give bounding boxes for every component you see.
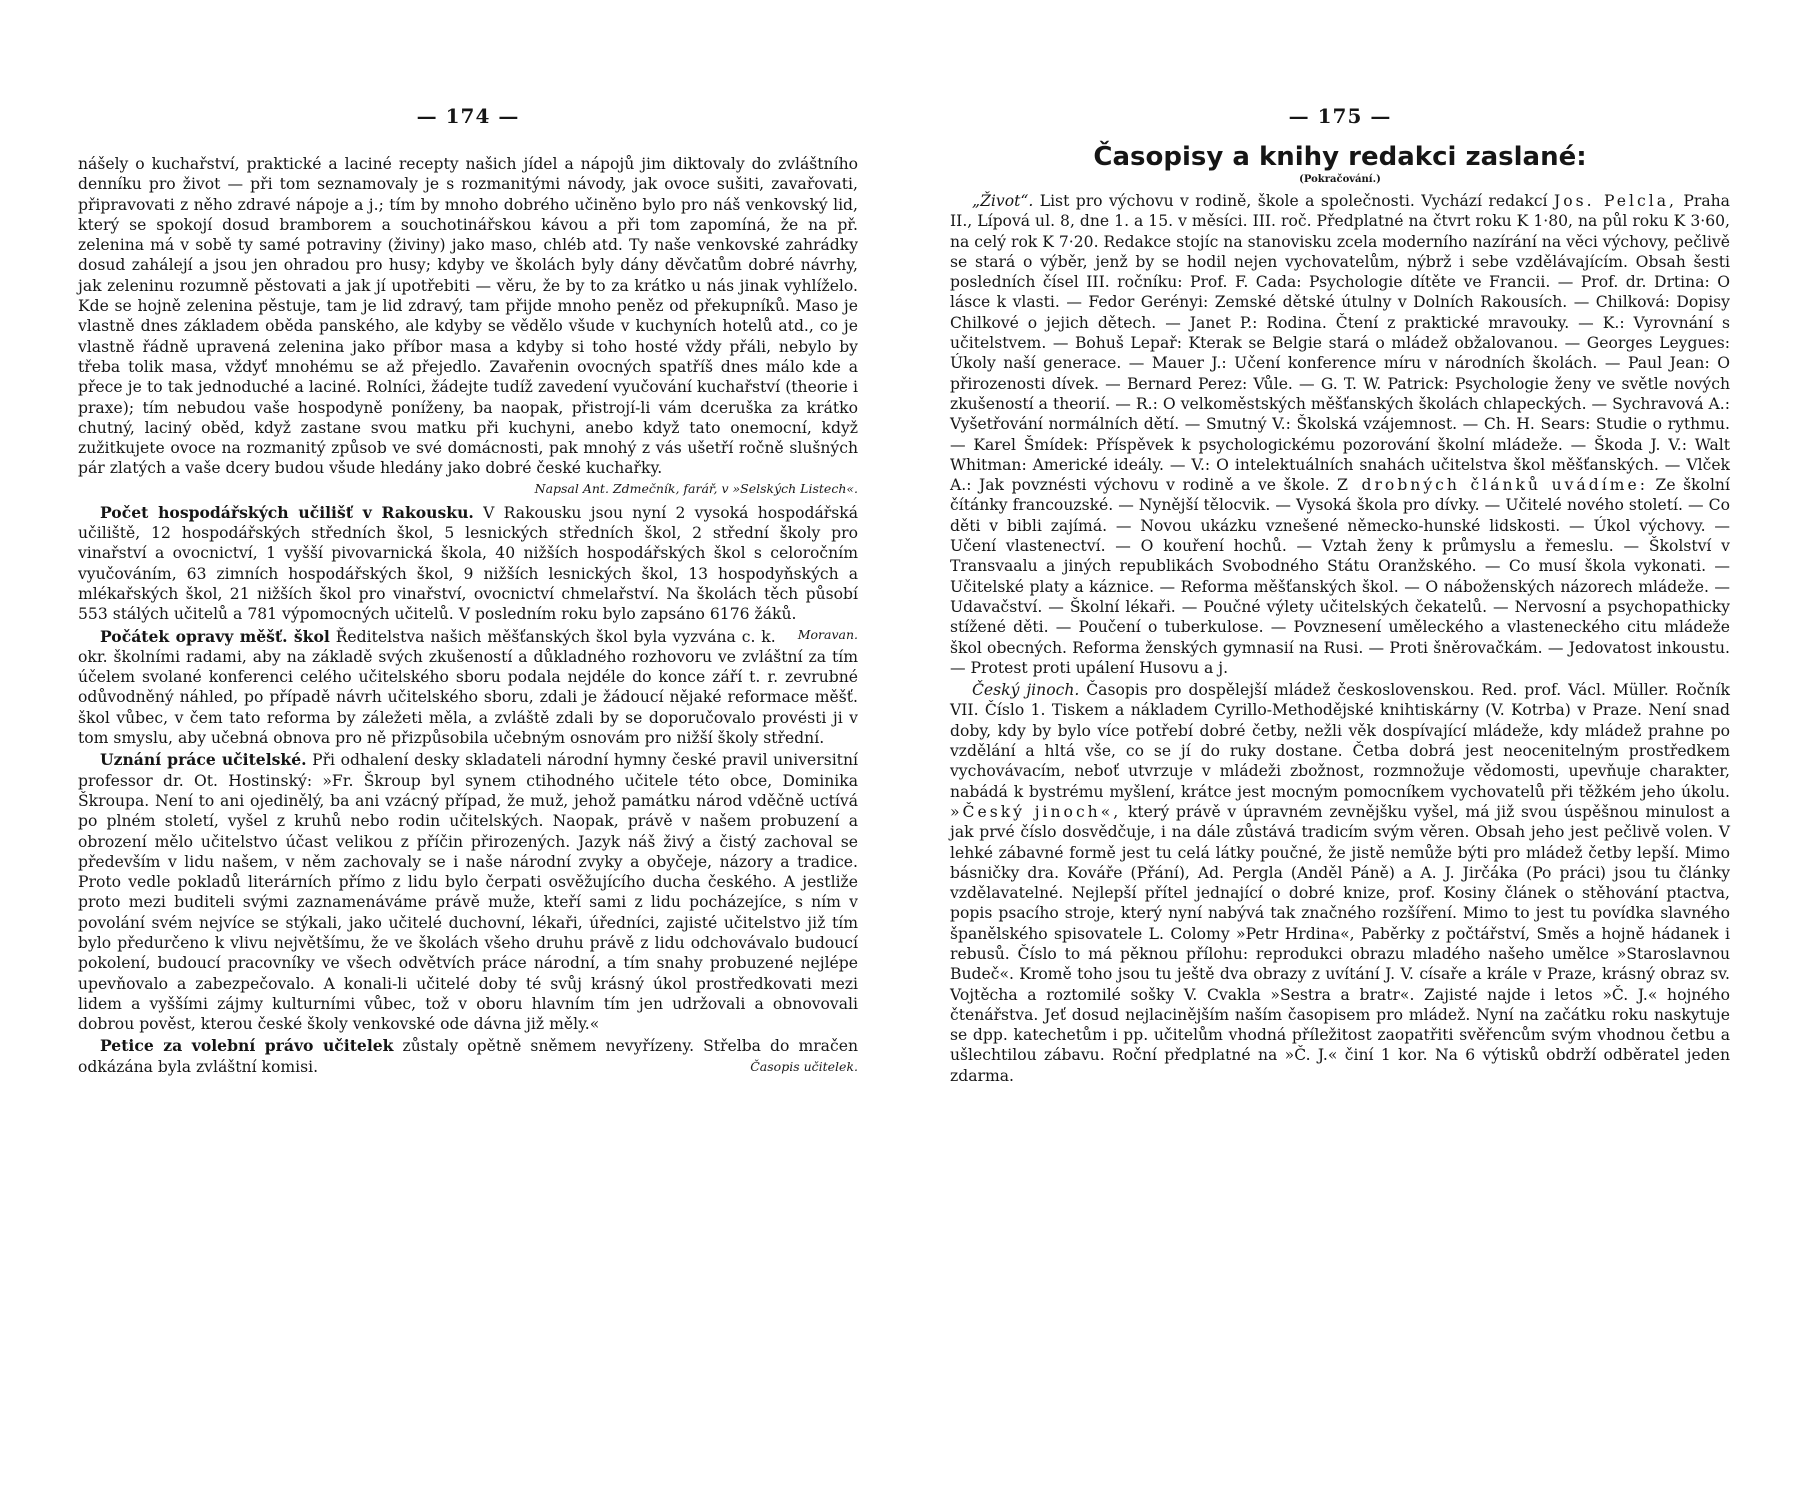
left-page <box>78 0 858 1500</box>
article-source: Časopis učitelek. <box>750 1058 858 1074</box>
page-number: — 174 — <box>416 104 520 128</box>
review-lead: „Život“. <box>972 192 1034 210</box>
continued-label: (Pokračování.) <box>1299 174 1381 185</box>
article-text: Ředitelstva našich měšťanských škol byla vyzvána c. k. okr. školními radami, aby na základě svých zkušeností a důkladného rozhovoru ve zvláštní za tím účelem svolané konferenci celého učitelského sboru podala nejdéle do konce září t. r. zevrubné odůvodněný náhled, po případě návrh učitelského sboru, zdali je žádoucí nějaké reformace měšť. škol vůbec, v čem tato reforma by záležeti měla, a zvláště zdali by se doporučovalo provésti ji v tom smyslu, aby učebná obnova pro ně přizpůsobila učebným osnovám pro nižší školy střední. <box>78 627 858 748</box>
paragraph-cooking: nášely o kuchařství, praktické a laciné recepty našich jídel a nápojů jim diktovaly do zvláštního denníku pro život — při tom seznamovaly je s rozmanitými návody, jak ovoce sušiti, zavařovati, připravovati z něho zdravé nápoje a j.; tím by mnoho dobrého učiněno bylo pro náš venkovský lid, který se spokojí dosud bramborem a souchotinářskou kávou a při tom zapomíná, že na př. zelenina má v sobě ty samé potraviny (živiny) jako maso, chléb atd. Ty naše venkovské zahrádky dosud zahálejí a jsou jen ohradou pro husy; kdyby ve školách byly dány děvčatům dobré návrhy, jak zeleninu rozumně pěstovati a jak jí upotřebiti — věru, že by to za krátko u nás jinak vyhlíželo. Kde se hojně zelenina pěstuje, tam je lid zdravý, tam přijde mnoho peněz od překupníků. Maso je vlastně dnes základem oběda panského, ale kdyby se vědělo všude v kuchyních hotelů atd., co je vlastně řádně upravená zelenina jako příbor masa a kdyby si toho hosté vždy přáli, nebylo by třeba tolik masa, vždyť mnohému se až přejedlo. Zavařenin ovocných spatříš dnes málo kde a přece je to tak jednoduché a laciné. Rolníci, žádejte tudíž zavedení vyučování kuchařství (theorie i praxe); tím nebudou vaše hospodyně poníženy, ba naopak, přistrojí-li vám dceruška za krátko chutný, laciný oběd, když zastane svou matku při kuchyni, anebo když tato onemocní, když zužitkujete ovoce na rozmanitý způsob ve své domácnosti, pak mnohý z vás ušetří ročně slušných pár zlatých a vaše dcery budou všude hledány jako dobré české kuchařky. <box>78 155 858 478</box>
review-text: který právě v úpravném zevnějšku vyšel, má již svou úspěšnou minulost a jak prvé číslo dosvědčuje, i na dále zůstává tradicím svým věren. Obsah jeho jest pečlivě volen. V lehké zábavné formě jest tu celá látky poučné, že jistě nemůže býti pro mládež četby lepší. Mimo básničky dra. Kováře (Přání), Ad. Pergla (Anděl Páně) a A. J. Jirčáka (Po práci) jsou tu články vzdělavatelné. Nejlepší přítel jednající o dobré knize, prof. Kosiny článek o stěhování ptactva, popis psacího stroje, který nyní nabývá tak značného rozšíření. Mimo to jest tu povídka slavného španělského spisovatele L. Colomy »Petr Hrdina«, Paběrky z počtářství, Směs a hojně hádanek i rebusů. Číslo to má pěknou přílohu: reprodukci obrazu mladého našeho umělce »Staroslavnou Budeč«. Kromě toho jsou tu ještě dva obrazy z uvítání J. V. císaře a krále v Praze, krásný obraz sv. Vojtěcha a roztomilé sošky V. Cvakla »Sestra a bratr«. Zajisté najde i letos »Č. J.« hojného čtenářstva. Jeť dosud nejlacinějším naším časopisem pro mládež. Nyní na začátku roku naskytuje se dpp. katechetům i pp. učitelům vhodná příležitost zaopatřiti svěřencům svým vhodnou četbu a ušlechtilou zábavu. Roční předplatné na »Č. J.« činí 1 kor. Na 6 výtisků obdrží odběratel jeden zdarma. <box>950 802 1730 1085</box>
article-heading: Uznání práce učitelské. <box>100 750 307 770</box>
article-teacher-recognition <box>78 750 858 1034</box>
review-text: List pro výchovu v rodině, škole a společnosti. Vychází redakcí <box>1039 192 1548 210</box>
article-heading: Petice za volební právo učitelek <box>100 1036 394 1056</box>
review-text: Časopis pro dospělejší mládež československou. Red. prof. Václ. Müller. Ročník VII. Číslo 1. Tiskem a nákladem Cyrillo-Methodějské knihtiskárny (V. Kotrba) v Praze. Není snad doby, kdy by bylo více potřebí dobré četby, nežli věk dospívající mládeže, kdy mládež prahne po vzdělání a hltá vše, co se jí do ruky dostane. Četba dobrá jest neocenitelným prostředkem vychovávacím, neboť utvrzuje v mládeži zbožnost, rozmnožuje vědomosti, upevňuje charakter, nabádá k bystrému myšlení, krátce jest mocným pomocníkem vychovatelů při těžkém jeho úkolu. <box>950 681 1730 801</box>
article-voting-rights <box>78 1036 858 1077</box>
article-heading: Počátek opravy měšť. škol <box>100 626 330 646</box>
article-school-reform <box>78 627 858 749</box>
article-heading: Počet hospodářských učilišť v Rakousku. <box>100 502 474 522</box>
signature-farar: Napsal Ant. Zdmečník, farář, v »Selských Listech«. <box>534 480 858 496</box>
review-editor: Jos. Pelcla, <box>1553 192 1677 210</box>
review-lead: Český jinoch. <box>972 681 1080 700</box>
review-cesky-jinoch <box>950 680 1730 1086</box>
article-text: zůstaly opětně sněmem nevyřízeny. Střelba do mračen odkázána byla zvláštní komisi. <box>78 1037 858 1076</box>
article-text: Při odhalení desky skladateli národní hymny české pravil universitní professor dr. Ot. Hostinský: »Fr. Škroup byl synem ctihodného učitele této obce, Dominika Škroupa. Není to ani ojedinělý, ba ani vzácný případ, že muž, jehož památku národ vděčně uctívá po plném století, vyšel z kruhů nebo rodin učitelských. Naopak, právě v našem probuzení a obrození mělo učitelstvo účast velikou z příčin přirozených. Jazyk náš živý a čistý zachoval se především v lidu našem, v něm zachovaly se i naše národní zvyky a obyčeje, názory a tradice. Proto vedle pokladů literárních přímo z lidu bylo čerpati osvěžujícího ducha českého. A jestliže proto mezi buditeli svými zaznamenáváme právě muže, kteří sami z lidu pocházejíce, s ním v povolání svém nejvíce se stýkali, jako učitelé duchovní, lékaři, úředníci, zajisté učitelstvo již tím bylo předurčeno k vlivu největšímu, že ve školách všeho druhu právě z lidu odchovávalo budoucí pokolení, budoucí pracovníky ve všech odvětvích práce národní, a tím snahy probuzené nejlépe upevňovalo a zabezpečovalo. A konali-li učitelé doby té svůj krásný úkol prostředkovati mezi lidem a vyššími zájmy kulturními vůbec, tož v oboru hlavním tím jen udržovali a obnovovali dobrou pověst, kterou české školy venkovské ode dávna již měly.« <box>78 751 858 1034</box>
right-page <box>950 0 1730 1500</box>
article-text: V Rakousku jsou nyní 2 vysoká hospodářská učiliště, 12 hospodářských středních škol, 5 lesnických středních škol, 2 střední školy pro vinařství a ovocnictví, 1 vyšší pivovarnická škola, 40 nižších hospodářských škol s celoročním vyučováním, 63 zimních hospodářských škol, 9 nižších lesnických škol, 13 hospodyňských a mlékařských škol, 21 nižších škol pro vinařství, ovocnictví chmelařství. Na školách těch působí 553 stálých učitelů a 781 výpomocných učitelů. V posledním roku bylo zapsáno 6176 žáků. <box>78 503 858 624</box>
review-title-ref: »Český jinoch«, <box>950 802 1122 821</box>
page-number: — 175 — <box>1288 104 1392 128</box>
review-text: Ze školní čítánky francouzské. — Nynější tělocvik. — Vysoká škola pro dívky. — Učitelé nového století. — Co děti v bibli zajímá. — Novou ukázku vznešené německo-hunské lidskosti. — Úkol výchovy. — Učení vlastenectví. — O kouření hochů. — Vztah ženy k průmyslu a řemeslu. — Školství v Transvaalu a jiných republikách Svobodného Státu Oranžského. — Co musí škola vykonati. — Učitelské platy a káznice. — Reforma měšťanských škol. — O náboženských názorech mládeže. — Udavačství. — Školní lékaři. — Poučné výlety učitelských čekatelů. — Nervosní a psychopathicky stížené děti. — Poučení o tuberkulose. — Povznesení uměleckého a vlasteneckého citu mládeže škol obecných. Reforma ženských gymnasií na Rusi. — Proti šněrovačkám. — Jedovatost inkoustu. — Protest proti upálení Husovu a j. <box>950 476 1730 677</box>
review-subheading: Z drobných článků uvádíme: <box>1337 476 1648 495</box>
review-text: Praha II., Lípová ul. 8, dne 1. a 15. v měsíci. III. roč. Předplatné na čtvrt roku K 1·80, na půl roku K 3·60, na celý rok K 7·20. Redakce stojíc na stanovisku zcela moderního nazírání na věci výchovy, pečlivě se stará o výběr, jenž by se hodil nejen vychovatelům, nýbrž i sebe vzdělávajícím. Obsah šesti posledních čísel III. ročníku: Prof. F. Cada: Psychologie dítěte ve Francii. — Prof. dr. Drtina: O lásce k vlasti. — Fedor Gerényi: Zemské dětské útulny v Dolních Rakousích. — Chilková: Dopisy Chilkové o jejich dětech. — Janet P.: Rodina. Čtení z praktické mravouky. — K.: Vyrovnání s učitelstvem. — Bohuš Lepař: Kterak se Belgie stará o mládež obžalovanou. — Georges Leygues: Úkoly naší generace. — Mauer J.: Učení konference míru v národních školách. — Paul Jean: O přirozenosti dívek. — Bernard Perez: Vůle. — G. T. W. Patrick: Psychologie ženy ve světle nových zkušeností a theorií. — R.: O velkoměstských měšťanských školách chlapeckých. — Sychravová A.: Vyšetřování normálních dětí. — Smutný V.: Školská vzájemnost. — Ch. H. Sears: Studie o rythmu. — Karel Šmídek: Příspěvek k psychologickému pozorování školní mládeže. — Škoda J. V.: Walt Whitman: Americké ideály. — V.: O intelektuálních snahách učitelstva škol měšťanských. — Vlček A.: Jak povznésti výchovu v rodině a ve škole. <box>950 192 1730 495</box>
review-zivot <box>950 191 1730 678</box>
section-title: Časopisy a knihy redakci zaslané: <box>1093 142 1587 172</box>
article-source: Moravan. <box>797 626 858 642</box>
